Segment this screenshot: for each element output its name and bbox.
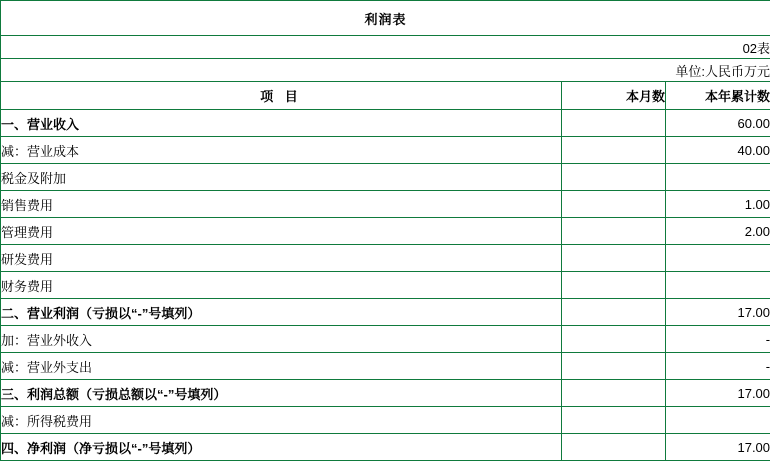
row-value-year [666,407,770,434]
row-value-year: 17.00 [666,380,770,407]
row-value-year [666,272,770,299]
form-code: 02表 [1,36,770,59]
row-label: 四、净利润（净亏损以“-”号填列） [1,434,562,461]
table-row [1,218,770,245]
row-value-month [562,326,666,353]
row-label: 销售费用 [1,191,562,218]
table-row [1,299,770,326]
table-row [1,407,770,434]
row-label: 三、利润总额（亏损总额以“-”号填列） [1,380,562,407]
table-body [1,1,770,461]
row-value-year: 17.00 [666,434,770,461]
table-row [1,137,770,164]
row-label: 二、营业利润（亏损以“-”号填列） [1,299,562,326]
row-label: 减：所得税费用 [1,407,562,434]
row-label: 减：营业成本 [1,137,562,164]
column-header-item: 项 目 [1,82,562,110]
row-value-year: 2.00 [666,218,770,245]
row-label: 财务费用 [1,272,562,299]
row-value-year [666,245,770,272]
row-value-month [562,137,666,164]
row-label: 管理费用 [1,218,562,245]
unit-note-row [1,59,770,82]
row-value-month [562,353,666,380]
row-value-month [562,218,666,245]
row-value-year: 17.00 [666,299,770,326]
row-label: 一、营业收入 [1,110,562,137]
row-label: 研发费用 [1,245,562,272]
row-value-month [562,434,666,461]
row-label: 减：营业外支出 [1,353,562,380]
table-row [1,191,770,218]
column-header-month: 本月数 [562,82,666,110]
row-value-month [562,110,666,137]
title-row [1,1,770,36]
row-value-year: 40.00 [666,137,770,164]
row-value-year: - [666,326,770,353]
row-value-month [562,191,666,218]
row-value-month [562,272,666,299]
row-value-month [562,407,666,434]
row-label: 加：营业外收入 [1,326,562,353]
table-row [1,353,770,380]
table-row [1,245,770,272]
row-value-month [562,380,666,407]
table-row [1,110,770,137]
row-value-year [666,164,770,191]
unit-note: 单位:人民币万元 [1,59,770,82]
row-value-month [562,245,666,272]
header-row [1,82,770,110]
column-header-year: 本年累计数 [666,82,770,110]
row-label: 税金及附加 [1,164,562,191]
table-row [1,434,770,461]
row-value-year: 1.00 [666,191,770,218]
form-code-row [1,36,770,59]
row-value-month [562,299,666,326]
table-row [1,380,770,407]
table-row [1,164,770,191]
row-value-year: 60.00 [666,110,770,137]
table-row [1,326,770,353]
page-title: 利润表 [1,1,770,36]
row-value-month [562,164,666,191]
row-value-year: - [666,353,770,380]
table-row [1,272,770,299]
